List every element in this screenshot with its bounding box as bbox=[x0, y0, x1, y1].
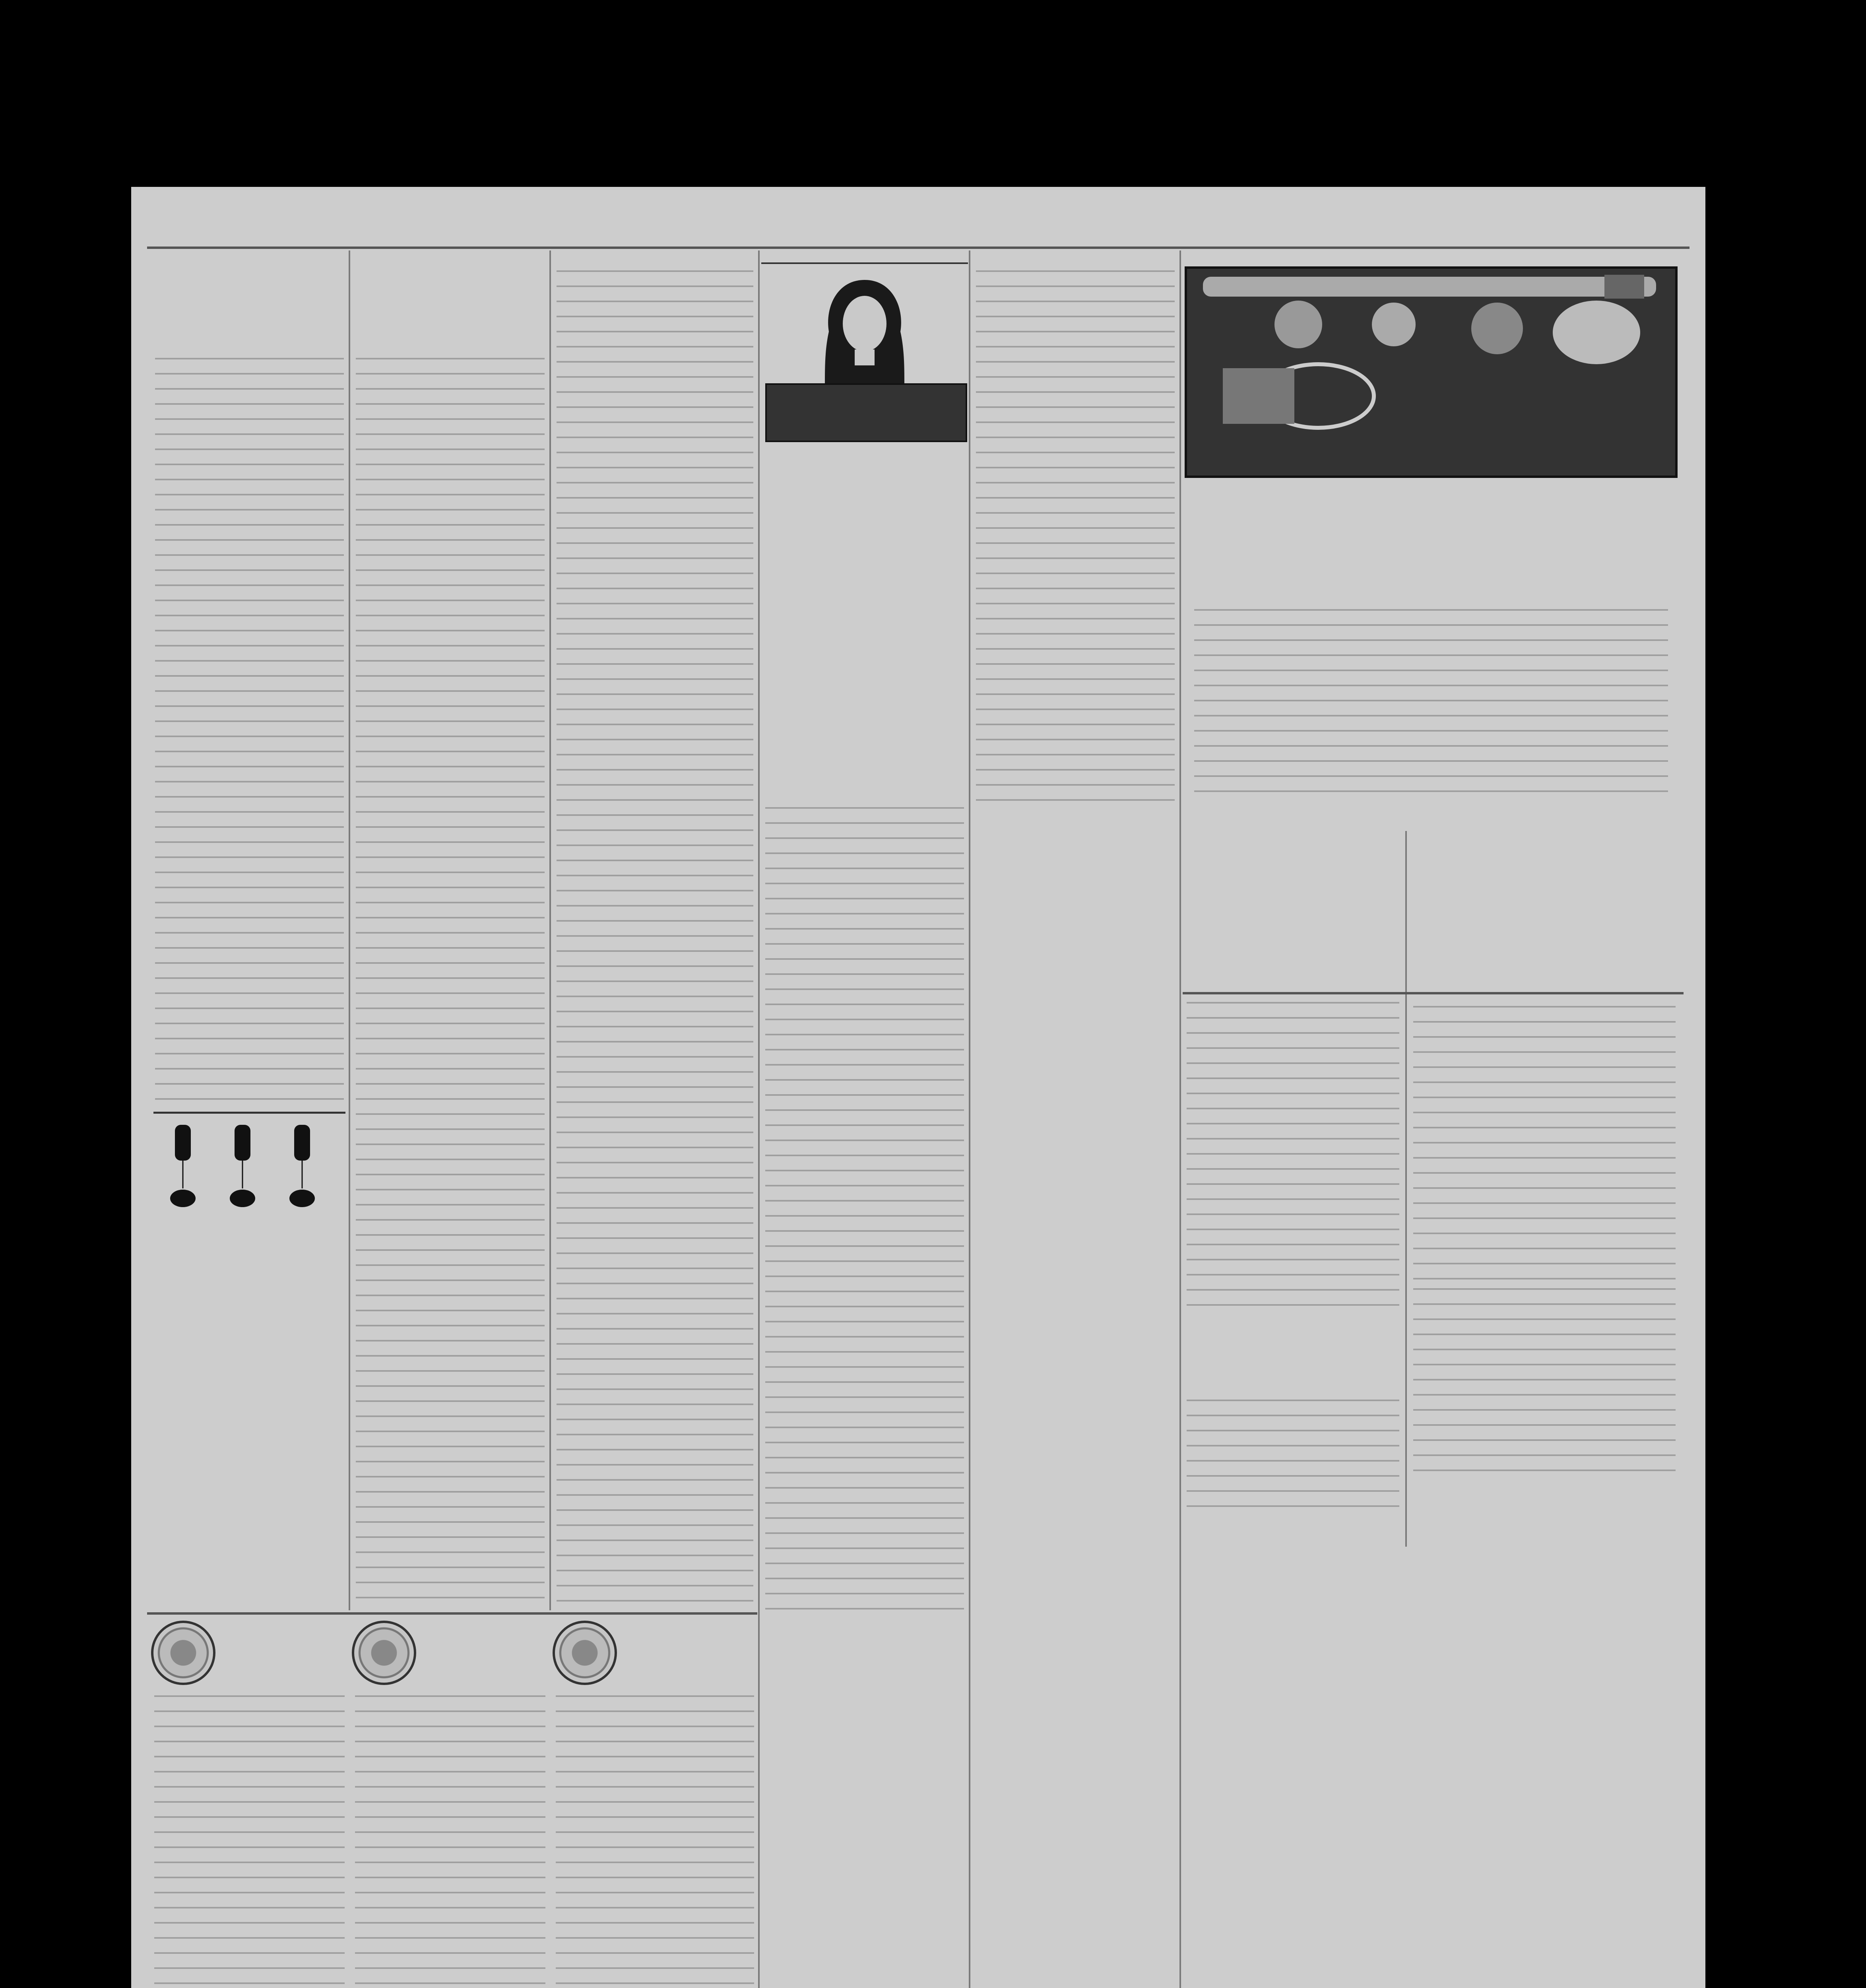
header-rule bbox=[147, 247, 1689, 249]
geschlecht-ad bbox=[151, 1109, 348, 1610]
story-column-5 bbox=[972, 266, 1179, 803]
angebote-rule bbox=[147, 1612, 757, 1615]
story-author bbox=[155, 334, 553, 350]
kritik-body bbox=[1187, 1312, 1399, 1392]
story-column-4 bbox=[761, 803, 968, 1610]
angebote-body bbox=[556, 1691, 754, 1988]
column-rule bbox=[758, 250, 760, 1988]
british-import-ad bbox=[1185, 266, 1678, 990]
bildung-body bbox=[1187, 1396, 1399, 1507]
province-seal-icon bbox=[352, 1621, 416, 1685]
hair-tonic-ad bbox=[761, 262, 968, 799]
ausland-body bbox=[1187, 998, 1399, 1308]
hair-body bbox=[769, 447, 960, 566]
column-rule bbox=[349, 250, 350, 1610]
angebote-ad-1 bbox=[151, 1618, 348, 1988]
story-column-2 bbox=[352, 354, 549, 1606]
ausland-column bbox=[1183, 998, 1403, 1543]
header-date bbox=[151, 225, 469, 245]
ungarn-body2 bbox=[1413, 1284, 1676, 1483]
story-subtitle bbox=[155, 314, 553, 330]
angebote-ad-3 bbox=[553, 1618, 757, 1988]
free-body2 bbox=[1194, 605, 1668, 804]
angebote-body bbox=[355, 1691, 545, 1988]
province-seal-icon bbox=[553, 1621, 617, 1685]
ungarn-article bbox=[1409, 998, 1680, 1543]
ungarn-body bbox=[1413, 1002, 1676, 1280]
newspaper-page bbox=[131, 187, 1705, 1988]
story-column-1 bbox=[151, 354, 348, 1101]
page-number bbox=[1602, 225, 1693, 245]
free-body bbox=[1194, 482, 1668, 601]
pendulum-hands-illustration bbox=[151, 1121, 342, 1216]
column-rule bbox=[969, 250, 970, 1988]
masthead bbox=[759, 219, 1038, 247]
province-seal-icon bbox=[151, 1621, 215, 1685]
section-rule bbox=[1183, 992, 1684, 994]
geschlecht-body bbox=[155, 1222, 344, 1397]
column-rule bbox=[1179, 250, 1181, 1988]
angebote-ad-2 bbox=[352, 1618, 549, 1988]
column-rule bbox=[549, 250, 551, 1610]
angebote-body bbox=[154, 1691, 345, 1988]
story-column-3 bbox=[553, 266, 757, 1606]
premium-gifts-illustration bbox=[1187, 269, 1675, 436]
